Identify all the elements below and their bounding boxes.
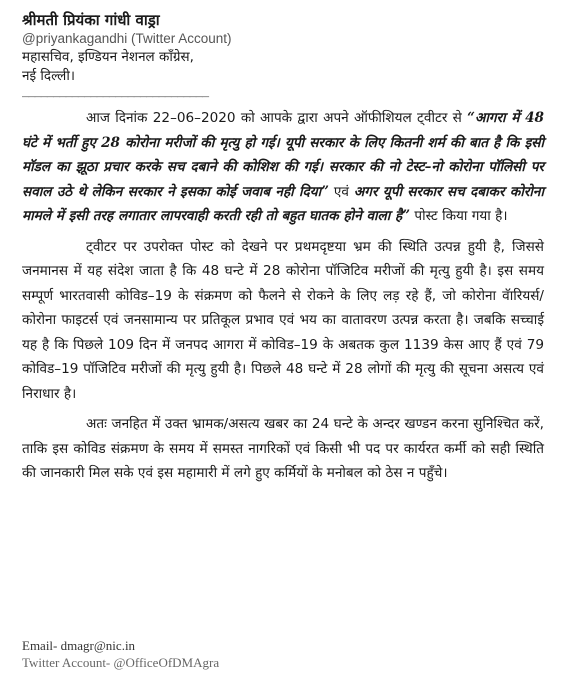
recipient-city: नई दिल्ली।: [22, 68, 75, 84]
recipient-twitter-handle: @priyankagandhi (Twitter Account): [22, 31, 232, 46]
sender-contact: [22, 637, 219, 671]
sender-email: Email- dmagr@nic.in: [22, 638, 136, 653]
sender-twitter: Twitter Account- @OfficeOfDMAgra: [22, 655, 220, 670]
separator-rule: ______________________________: [22, 86, 209, 100]
paragraph-1-mid: एवं: [329, 183, 354, 200]
paragraph-3: अतः जनहित में उक्त भ्रामक/असत्य खबर का 24 घन्टे के अन्दर खण्डन करना सुनिश्चित करें, ताकि इस कोविड संक्रमण के समय में समस्त नागरिकों एवं किसी भी पद पर कार्यरत कर्मी को सही स्थिति की जानकारी मिल सके एवं इस महामारी में लगे हुए कर्मियों के मनोबल को ठेस न पहुँचे।: [22, 416, 544, 481]
paragraph-1-tail: पोस्ट किया गया है।: [410, 208, 508, 224]
paragraph-1: [22, 106, 544, 229]
quoted-tweet: “आगरा में 48 घंटे में भर्ती हुए 28 कोरोना मरीजों की मृत्यु हो गई। यूपी सरकार के लिए कितनी शर्म की बात है कि इसी मॉडल का झूठा प्रचार करके सच दबाने की कोशिश की गई। सरकार की नो टेस्ट–नो कोरोना पॉलिसी पर सवाल उठे थे लेकिन सरकार ने इसका कोई जवाब नही दिया”: [22, 110, 544, 200]
paragraph-1-lead: आज दिनांक 22–06–2020 को आपके द्वारा अपने ऑफीशियल ट्वीटर से: [86, 110, 468, 126]
quoted-tweet-2: अगर यूपी सरकार सच दबाकर कोरोना मामले में इसी तरह लगातार लापरवाही करती रही तो बहुत घातक होने वाला है”: [22, 183, 544, 224]
paragraph-2: ट्वीटर पर उपरोक्त पोस्ट को देखने पर प्रथमदृष्टया भ्रम की स्थिति उत्पन्न हुयी है, जिससे जनमानस में यह संदेश जाता है कि 48 घन्टे में 28 कोरोना पॉजिटिव मरीजों की मृत्यु हुयी है। इस समय सम्पूर्ण भारतवासी कोविड–19 के संक्रमण को फैलने से रोकने के लिए लड़ रहे हैं, जो कोरोना वॅारियर्स/कोरोना फाइटर्स एवं जनसामान्य पर प्रतिकूल प्रभाव एवं भय का वातावरण उत्पन्न करता है। जबकि सच्चाई यह है कि पिछले 109 दिन में जनपद आगरा में कोविड–19 के अबतक कुल 1139 केस आए हैं एवं 79 कोविड–19 पॉजिटिव मरीजों की मृत्यु हुयी है। पिछले 48 घन्टे में 28 लोगों की मृत्यु की सूचना असत्य एवं निराधार है।: [22, 238, 544, 402]
recipient-designation: महासचिव, इण्डियन नेशनल कॉंग्रेस,: [22, 49, 194, 65]
recipient-name: श्रीमती प्रियंका गांधी वाड्रा: [22, 11, 160, 29]
